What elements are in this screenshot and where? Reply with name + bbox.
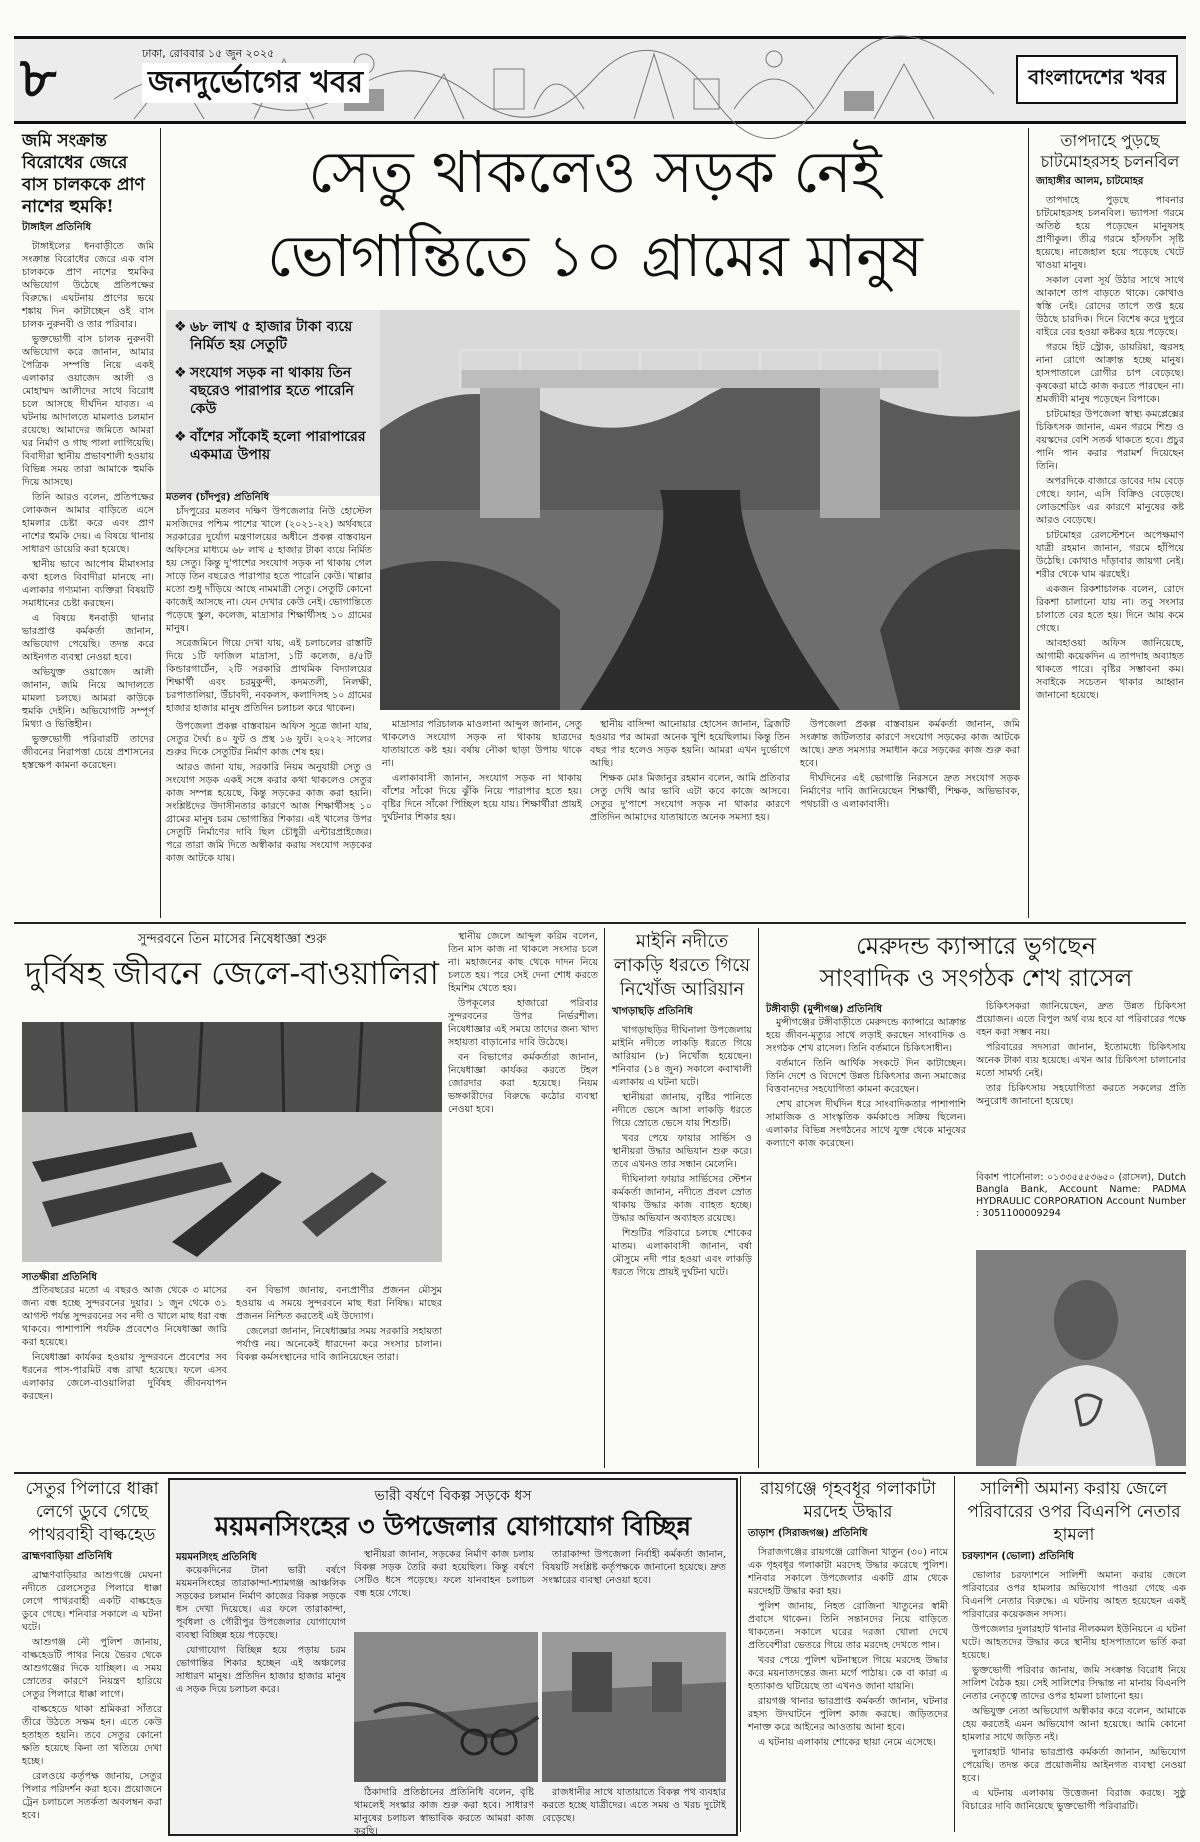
paragraph: বন বিভাগের কর্মকর্তারা জানান, নিষেধাজ্ঞা কার্যকর করতে টহল জোরদার করা হয়েছে। নিয়ম ভঙ্গকারীদের বিরুদ্ধে কঠোর ব্যবস্থা নেওয়া হবে। [448,1052,598,1115]
paragraph: নিষেধাজ্ঞা কার্যকর হওয়ায় সুন্দরবনে প্রবেশের সব ধরনের পাস-পারমিট বন্ধ রাখা হয়েছে। ফলে এসব এলাকার জেলে-বাওয়ালিরা দুর্বিষহ জীবনযাপন করছেন। [22,1352,227,1402]
paragraph: সরেজমিনে গিয়ে দেখা যায়, এই চলাচলের রাস্তাটি দিয়ে ১টি ফাজিল মাদ্রাসা, ১টি কলেজ, ৪/৫টি কিন্ডারগার্টেন, ২টি সরকারি প্রাথমিক বিদ্যালয়ের শিক্ষার্থী এবং চরমুকুন্দী, কদমতলী, নিলক্ষী, চরপাতালিয়া, উঁচাবদী, নবকলস, কলাদিসহ ১০ গ্রামের হাজার হাজার মানুষ প্রতিদিন চলাচল করে থাকেন। [166,638,372,714]
paragraph: কয়েকদিনের টানা ভারী বর্ষণে ময়মনসিংহের তারাকান্দা-শ্যামগঞ্জ আঞ্চলিক সড়কের চলমান নির্মাণ কাজের বিকল্প সড়কে ধস দেখা দিয়েছে। এর ফলে তারাকান্দা, পূর্বধলা ও গৌরীপুর উপজেলার যোগাযোগ ব্যবস্থা বিচ্ছিন্ন হয়ে পড়েছে। [176,1565,346,1641]
paragraph: তিনি আরও বলেন, প্রতিপক্ষের লোকজন আমার বাড়িতে এসে হামলার চেষ্টা করে এবং প্রাণ নাশের হুমকি দেয়। এ বিষয়ে থানায় সাধারণ ডায়েরি করা হয়েছে। [22,492,154,555]
paragraph: যোগাযোগ বিচ্ছিন্ন হয়ে পড়ায় চরম ভোগান্তির শিকার হচ্ছেন এই অঞ্চলের সাধারণ মানুষ। প্রতিদিন হাজার হাজার মানুষ এ সড়ক দিয়ে চলাচল করে। [176,1645,346,1695]
paragraph: খাগড়াছড়ির দীঘিনালা উপজেলায় মাইনি নদীতে লাকড়ি ধরতে গিয়ে আরিয়ান (৮) নিখোঁজ হয়েছেন। শনিবার (১৪ জুন) সকালে কবাখালী এলাকায় এ ঘটনা ঘটে। [612,1025,752,1088]
right-story-byline: জাহাঙ্গীর আলম, চাটমোহর [1036,176,1144,187]
bridge-photo-drawing [380,310,1020,710]
road-mud-drawing [542,1632,726,1782]
right-story-body [1036,194,1184,894]
mahin-byline: খাগড়াছড়ি প্রতিনিধি [612,1006,693,1017]
bridge-photo [380,310,1020,710]
right-story-headline: তাপদাহে পুড়ছে চাটমোহরসহ চলনবিল [1040,131,1180,171]
sundarban-boats-photo [22,1022,442,1262]
rasel-body-col-2 [976,1000,1186,1168]
paragraph: ব্রাহ্মণবাড়িয়ার আশুগঞ্জে মেঘনা নদীতে রেলসেতুর পিলারে ধাক্কা লেগে পাথরবাহী একটি বাল্কহেড ডুবে গেছে। শনিবার সকালে এ ঘটনা ঘটে। [22,1570,162,1633]
highlight-item [174,318,374,354]
sundarban-body-col-2 [236,1284,442,1466]
paragraph: তারাকান্দা উপজেলা নির্বাহী কর্মকর্তা জানান, বিষয়টি সংশ্লিষ্ট কর্তৃপক্ষকে জানানো হয়েছে। দ্রুত সংস্কারের ব্যবস্থা নেওয়া হবে। [542,1549,726,1586]
rasel-account-info: বিকাশ পার্সোনাল: ০১৩৩৫৫৫৩৬৫০ (রাসেল), Dutch Bangla Bank, Account Name: PADMA HYDRAULIC CORPORATION Account Number : 3051100009294 [976,1172,1186,1219]
salishi-byline: চরফ্যাশন (ভোলা) প্রতিনিধি [962,1551,1074,1562]
diamond-bullet-icon: ❖ [174,319,187,335]
column-rule [954,1476,955,1832]
rasel-portrait-photo [976,1250,1186,1466]
paragraph: চাঁদপুরের মতলব দক্ষিণ উপজেলার নিউ হোস্টেল মসজিদের পশ্চিম পাশের খালে (২০২১-২২) অর্থবছরে সরকারের দুর্যোগ মন্ত্রণালয়ের অধীনে প্রকল্প বাস্তবায়ন অফিসের মাধ্যমে ৬৮ লাখ ৫ হাজার টাকা ব্যয়ে নির্মিত হয় সেতু। কিন্তু দু'পাশের সংযোগ সড়ক না থাকায় গেল সাড়ে তিন বছরেও পারাপার হতে পারেনি কেউ। খাল্লার মতো শুধু দাঁড়িয়ে আছে নামমাত্রী সেতু। সেতুটি কোনো কাজেই আসছে না। যেন দেখার কেউ নেই। ভোগান্তিতে পড়েছে স্কুল, কলেজ, মাদ্রাসার শিক্ষার্থীসহ ১০ গ্রামের মানুষ। [166,506,372,634]
mahin-body [612,1024,752,1434]
paragraph: উপজেলার দুলারহাট থানার নীলকমল ইউনিয়নে এ ঘটনা ঘটে। আহতদের উদ্ধার করে স্থানীয় হাসপাতালে ভর্তি করা হয়েছে। [962,1624,1186,1661]
salishi-body [962,1569,1186,1841]
bridge-pillar-byline: ব্রাহ্মণবাড়িয়া প্রতিনিধি [22,1551,113,1562]
diamond-bullet-icon: ❖ [174,429,187,445]
mymensingh-body-col-2b [354,1786,534,1837]
highlight-text: বাঁশের সাঁকোই হলো পারাপারের একমাত্র উপায় [190,429,366,463]
paragraph: স্থানীয় জেলে আব্দুল করিম বলেন, তিন মাস কাজ না থাকলে সংসার চলে না। মহাজনের কাছ থেকে দাদন নিয়ে চলতে হয়। পরে সেই দেনা শোধ করতে হিমশিম খেতে হয়। [448,931,598,994]
mymensingh-body-col-2 [354,1548,534,1628]
paragraph: অপরদিকে বাজারে ডাবের দাম বেড়ে গেছে। ফ্যান, এসি বিক্রিও বেড়েছে। লোডশেডিং এর কারণে মানুষের কষ্ট আরও বেড়েছে। [1036,476,1184,526]
portrait-drawing [976,1250,1186,1466]
salishi-story [962,1478,1186,1841]
bridge-pillar-body [22,1569,162,1819]
raiganj-byline: তাড়াশ (সিরাজগঞ্জ) প্রতিনিধি [748,1528,868,1539]
sundarban-story [22,930,442,995]
mymensingh-body-col-3 [542,1548,726,1628]
paragraph: চাটমোহর উপজেলা স্বাস্থ্য কমপ্লেক্সের চিকিৎসক জানান, এমন গরমে শিশু ও বয়স্কদের বেশি সতর্ক থাকতে হবে। প্রচুর পানি পান করার পরামর্শ দিয়েছেন তিনি। [1036,409,1184,472]
paragraph: ভুক্তভোগী পরিবার জানায়, জমি সংক্রান্ত বিরোধ নিয়ে সালিশ বৈঠক হয়। সেই সালিশের সিদ্ধান্ত না মানায় বিএনপি নেতার নেতৃত্বে তাদের ওপর হামলা চালানো হয়। [962,1665,1186,1702]
bridge-pillar-headline: সেতুর পিলারে ধাক্কা লেগে ডুবে গেছে পাথরবাহী বাল্কহেড [25,1479,159,1545]
sundarban-byline: সাতক্ষীরা প্রতিনিধি [22,1272,97,1283]
paragraph: শেখ রাসেল দীর্ঘদিন ধরে সাংবাদিকতার পাশাপাশি সামাজিক ও সাংস্কৃতিক কর্মকাণ্ডে সক্রিয় ছিলেন। এলাকার বিভিন্ন সংগঠনের সাথে যুক্ত থেকে মানুষের কল্যাণে কাজ করেছেন। [766,1099,966,1149]
mymensingh-byline: ময়মনসিংহ প্রতিনিধি [176,1552,257,1563]
paragraph: ভুক্তভোগী পরিবারটি তাদের জীবনের নিরাপত্তা চেয়ে প্রশাসনের হস্তক্ষেপ কামনা করেছেন। [22,734,154,771]
lead-headline-1: সেতু থাকলেও সড়ক নেই [308,138,882,206]
paragraph: ভোলার চরফ্যাশনে সালিশী অমান্য করায় জেলে পরিবারের ওপর হামলার অভিযোগ পাওয়া গেছে এক বিএনপি নেতার বিরুদ্ধে। এ ঘটনায় আহত হয়েছেন একই পরিবারের কয়েকজন সদস্য। [962,1570,1186,1620]
sundarban-kicker: সুন্দরবনে তিন মাসের নিষেধাজ্ঞা শুরু [137,932,327,947]
column-rule [1028,128,1029,918]
mahin-headline: মাইনি নদীতে লাকড়ি ধরতে গিয়ে নিখোঁজ আরিয়ান [613,931,751,1000]
date-line: ঢাকা, রোববার ১৫ জুন ২০২৫ [142,47,275,60]
paragraph: এ ঘটনায় এলাকায় শোকের ছায়া নেমে এসেছে। [758,1737,936,1748]
paragraph: আশুগঞ্জ নৌ পুলিশ জানায়, বাল্কহেডটি পাথর নিয়ে ভৈরব থেকে আশুগঞ্জের দিকে যাচ্ছিল। এ সময় স্রোতের কারণে নিয়ন্ত্রণ হারিয়ে সেতুর পিলারে ধাক্কা লাগে। [22,1637,162,1700]
sundarban-body-col-1 [22,1284,227,1466]
section-rule [14,1472,1186,1474]
paragraph: অভিযুক্ত নেতা অভিযোগ অস্বীকার করে বলেন, আমাকে হেয় করতেই এমন অভিযোগ আনা হয়েছে। আমি কোনো হামলার সাথে জড়িত নই। [962,1706,1186,1743]
paragraph: রেলওয়ে কর্তৃপক্ষ জানায়, সেতুর পিলার পরিদর্শন করা হবে। প্রয়োজনে ট্রেন চলাচলে সতর্কতা অবলম্বন করা হবে। [22,1771,162,1821]
paragraph: আবহাওয়া অফিস জানিয়েছে, আগামী কয়েকদিন এ তাপদাহ অব্যাহত থাকতে পারে। বৃষ্টির সম্ভাবনা কম। সবাইকে সচেতন থাকার আহ্বান জানানো হয়েছে। [1036,638,1184,701]
paragraph: মুন্সীগঞ্জের টঙ্গীবাড়ীতে মেরুদন্ডে ক্যান্সারে আক্রান্ত হয়ে জীবন-মৃত্যুর সাথে লড়াই করছেন সাংবাদিক ও সংগঠক শেখ রাসেল। তিনি বর্তমানে চিকিৎসাধীন। [766,1017,966,1054]
paragraph: পুলিশ জানায়, নিহত রোজিনা খাতুনের স্বামী প্রবাসে থাকেন। তিনি সন্তানদের নিয়ে বাড়িতে থাকতেন। সকালে ঘরের দরজা খোলা দেখে প্রতিবেশীরা ভেতরে গিয়ে তার মরদেহ দেখতে পান। [748,1601,948,1651]
mymensingh-photo-2 [542,1632,726,1782]
section-rule [14,922,1186,924]
paragraph: তাপদাহে পুড়ছে পাবনার চাটমোহরসহ চলনবিল। ভ্যাপসা গরমে অতিষ্ঠ হয়ে পড়েছেন মানুষসহ প্রাণীকুল। তীব্র গরমে হাঁসফাঁস সৃষ্টি হয়েছে। নাজেহাল হয়ে পড়েছে খেটে খাওয়া মানুষ। [1036,195,1184,271]
paragraph: স্থানীয় ভাবে আপোষ মীমাংসার কথা হলেও বিবাদীরা মানছে না। এলাকার গণ্যমান্য ব্যক্তিরা বিষয়টি সমাধানের চেষ্টা করছেন। [22,559,154,609]
paragraph: স্থানীয়রা জানায়, বৃষ্টির পানিতে নদীতে ভেসে আসা লাকড়ি ধরতে গিয়ে স্রোতে ভেসে যায় শিশুটি। [612,1092,752,1129]
lead-headline-2: ভোগান্তিতে ১০ গ্রামের মানুষ [267,222,923,290]
raiganj-body [748,1546,948,1818]
left-story [22,130,154,780]
bridge-pillar-story [22,1478,162,1819]
paragraph: চাটমোহর রেলস্টেশনে অপেক্ষমাণ যাত্রী রহমান জানান, গরমে হাঁপিয়ে উঠেছি। কোথাও দাঁড়াবার জায়গা নেই। শরীর থেকে ঘাম ঝরছেই। [1036,530,1184,580]
paragraph: পরিবারের সদস্যরা জানান, ইতোমধ্যে চিকিৎসায় অনেক টাকা ব্যয় হয়েছে। এখন আর চিকিৎসা চালানোর মতো সামর্থ্য নেই। [976,1042,1186,1079]
mymensingh-body-col-1 [176,1564,346,1828]
mahin-story [612,930,752,1434]
lead-body-col-2 [382,718,582,918]
road-collapse-drawing [354,1632,538,1782]
paragraph: স্থানীয় বাসিন্দা আনোয়ার হোসেন জানান, ব্রিজটি হওয়ার পর আমরা অনেক খুশি হয়েছিলাম। কিন্তু তিন বছর পার হলেও সড়ক হয়নি। আমরা এখন দুর্ভোগে আছি। [590,719,790,769]
page-number: ৮ [20,45,57,111]
column-rule [740,1476,741,1832]
paragraph: ভুক্তভোগী বাস চালক নুরুনবী অভিযোগ করে জানান, আমার পৈত্রিক সম্পত্তি নিয়ে একই এলাকার ওয়াজেদ আলী ও মোহাম্মদ আলীদের সাথে বিরোধ চলে আসছে দীর্ঘদিন যাবত। এ ঘটনায় আদালতে মামলাও চলমান রয়েছে। আমাদের জমিতে আমরা ঘর নির্মাণ ও গাছ পালা লাগিয়েছি। বিবাদীরা স্থানীয় প্রভাবশালী হওয়ায় বিভিন্ন সময় তারা আমাকে হুমকি দিয়ে আসছে। [22,334,154,488]
rasel-story [766,930,1186,994]
diamond-bullet-icon: ❖ [174,365,187,381]
rasel-byline: টঙ্গীবাড়ী (মুন্সীগঞ্জ) প্রতিনিধি [766,1004,883,1015]
lead-body-col-1b [166,720,372,918]
paragraph: উপকূলের হাজারো পরিবার সুন্দরবনের উপর নির্ভরশীল। নিষেধাজ্ঞার এই সময়ে তাদের জন্য খাদ্য সহায়তা বাড়ানোর দাবি উঠেছে। [448,998,598,1048]
paragraph: ঠিকাদারি প্রতিষ্ঠানের প্রতিনিধি বলেন, বৃষ্টি থামলেই সংস্কার কাজ শুরু করা হবে। সাধারণ মানুষের চলাচল স্বাভাবিক করতে আমরা কাজ করছি। [354,1787,534,1837]
mymensingh-photo-1 [354,1632,538,1782]
rasel-body-col-1 [766,1016,966,1466]
mymensingh-headline: ময়মনসিংহের ৩ উপজেলার যোগাযোগ বিচ্ছিন্ন [214,1512,692,1542]
paragraph: শিক্ষক মোঃ মিজানুর রহমান বলেন, আমি প্রতিবার সেতু দেখি আর ভাবি এটা কবে কাজে আসবে। সেতুর দু'পাশে সংযোগ সড়ক না থাকার কারণে প্রতিদিন আমাদের যাতায়াতে অনেক সমস্যা হয়। [590,773,790,823]
paragraph: চিকিৎসকরা জানিয়েছেন, দ্রুত উন্নত চিকিৎসা প্রয়োজন। এতে বিপুল অর্থ ব্যয় হবে যা পরিবারের পক্ষে বহন করা সম্ভব নয়। [976,1001,1186,1038]
paragraph: একজন রিকশাচালক বলেন, রোদে রিকশা চালানো যায় না। তবু সংসার চালাতে বের হতে হয়। দিনে আয় কমে গেছে। [1036,584,1184,634]
lead-body-col-3 [590,718,790,918]
salishi-headline: সালিশী অমান্য করায় জেলে পরিবারের ওপর বিএনপি নেতার হামলা [967,1479,1181,1545]
left-story-byline: টাঙ্গাইল প্রতিনিধি [22,222,92,233]
left-story-headline: জমি সংক্রান্ত বিরোধের জেরে বাস চালককে প্রাণ নাশের হুমকি! [22,131,145,217]
lead-body-col-1 [166,505,372,720]
paragraph: জেলেরা জানান, নিষেধাজ্ঞার সময় সরকারি সহায়তা পর্যাপ্ত নয়। অনেকেই ধারদেনা করে সংসার চালান। বিকল্প কর্মসংস্থানের দাবি জানিয়েছেন তারা। [236,1326,442,1363]
paragraph: রায়গঞ্জ থানার ভারপ্রাপ্ত কর্মকর্তা জানান, ঘটনার রহস্য উদঘাটনে পুলিশ কাজ করছে। জড়িতদের শনাক্ত করে আইনের আওতায় আনা হবে। [748,1696,948,1733]
column-rule [604,928,605,1468]
paragraph: খবর পেয়ে পুলিশ ঘটনাস্থলে গিয়ে মরদেহ উদ্ধার করে ময়নাতদন্তের জন্য মর্গে পাঠায়। কে বা কারা এ হত্যাকাণ্ড ঘটিয়েছে তা এখনও জানা যায়নি। [748,1655,948,1692]
boats-photo-drawing [22,1022,442,1262]
paragraph: আরও জানা যায়, সরকারি নিয়ম অনুযায়ী সেতু ও সংযোগ সড়ক একই সঙ্গে করার কথা থাকলেও সেতুর কাজ সম্পন্ন হয়েছে, কিন্তু সড়কের কাজ করা হয়নি। সংশ্লিষ্টদের উদাসীনতার কারণে আজ শিক্ষার্থীসহ ১০ গ্রামের মানুষ চরম ভোগান্তির শিকার। এই খালের উপর সেতুটি নির্মাণের দাবি ছিল চৌধুরী এন্টারপ্রাইজের। পরে তারা জমি দিতে অস্বীকার করায় সংযোগ সড়কের কাজ আটকে যায়। [166,762,372,864]
paragraph: বন বিভাগ জানায়, বন্যপ্রাণীর প্রজনন মৌসুম হওয়ায় এ সময়ে সুন্দরবনে মাছ ধরা নিষিদ্ধ। মাছের প্রজনন নিশ্চিত করতেই এই উদ্যোগ। [236,1285,442,1322]
section-title: জনদুর্ভোগের খবর [142,63,369,103]
paragraph: এ ঘটনায় এলাকায় উত্তেজনা বিরাজ করছে। সুষ্ঠু বিচারের দাবি জানিয়েছে ভুক্তভোগী পরিবারটি। [962,1788,1186,1812]
section-right-label: বাংলাদেশের খবর [1016,55,1178,104]
mymensingh-kicker: ভারী বর্ষণে বিকল্প সড়কে ধস [374,1488,532,1504]
column-rule [160,128,161,918]
paragraph: এ বিষয়ে ধনবাড়ী থানার ভারপ্রাপ্ত কর্মকর্তা জানান, অভিযোগ পেয়েছি। তদন্ত করে আইনগত ব্যবস্থা নেওয়া হবে। [22,613,154,663]
paragraph: গরমে হিট স্ট্রোক, ডায়রিয়া, জ্বরসহ নানা রোগে আক্রান্ত হচ্ছে মানুষ। হাসপাতালে রোগীর চাপ বেড়েছে। কৃষকেরা মাঠে কাজ করতে পারছেন না। শ্রমজীবী মানুষ পড়েছেন বিপাকে। [1036,342,1184,405]
paragraph: দীঘিনালা ফায়ার সার্ভিসের স্টেশন কর্মকর্তা জানান, নদীতে প্রবল স্রোত থাকায় উদ্ধার কাজ ব্যাহত হচ্ছে। উদ্ধার অভিযান অব্যাহত রয়েছে। [612,1174,752,1224]
right-story [1036,130,1184,894]
rasel-headline-2: সাংবাদিক ও সংগঠক শেখ রাসেল [819,964,1133,992]
rasel-headline-1: মেরুদন্ড ক্যান্সারে ভুগছেন [855,932,1097,960]
paragraph: উপজেলা প্রকল্প বাস্তবায়ন কর্মকর্তা জানান, জমি সংক্রান্ত জটিলতার কারণে সংযোগ সড়কের কাজ আটকে আছে। দ্রুত সমস্যার সমাধান করে সড়কের কাজ শুরু করা হবে। [800,719,1020,769]
sundarban-body-col-3 [448,930,598,1466]
paragraph: স্থানীয়রা জানান, সড়কের নির্মাণ কাজ চলায় বিকল্প সড়ক তৈরি করা হয়েছিল। কিন্তু বর্ষণে সেটিও ধসে পড়েছে। ফলে যানবাহন চলাচল বন্ধ হয়ে গেছে। [354,1549,534,1599]
highlight-text: ৬৮ লাখ ৫ হাজার টাকা ব্যয়ে নির্মিত হয় সেতুটি [190,319,353,353]
paragraph: দীর্ঘদিনের এই ভোগান্তি নিরসনে দ্রুত সংযোগ সড়ক নির্মাণের দাবি জানিয়েছেন শিক্ষার্থী, শিক্ষক, অভিভাবক, পথচারী ও এলাকাবাসী। [800,773,1020,810]
paragraph: খবর পেয়ে ফায়ার সার্ভিস ও স্থানীয়রা উদ্ধার অভিযান শুরু করে। তবে এখনও তার সন্ধান মেলেনি। [612,1133,752,1170]
paragraph: এলাকাবাসী জানান, সংযোগ সড়ক না থাকায় বাঁশের সাঁকো দিয়ে ঝুঁকি নিয়ে পারাপার হতে হয়। বৃষ্টির দিনে সাঁকো পিচ্ছিল হয়ে যায়। শিক্ষার্থীরা প্রায়ই দুর্ঘটনার শিকার হয়। [382,773,582,823]
masthead [14,36,1186,124]
paragraph: সিরাজগঞ্জের রায়গঞ্জে রোজিনা খাতুন (৩০) নামে এক গৃহবধূর গলাকাটা মরদেহ উদ্ধার করেছে পুলিশ। শনিবার সকালে উপজেলার একটি গ্রাম থেকে মরদেহটি উদ্ধার করা হয়। [748,1547,948,1597]
raiganj-story [748,1478,948,1818]
highlight-text: সংযোগ সড়ক না থাকায় তিন বছরেও পারাপার হতে পারেনি কেউ [190,365,354,417]
paragraph: টাঙ্গাইলের ধনবাড়ীতে জমি সংক্রান্ত বিরোধের জেরে এক বাস চালককে প্রাণ নাশের হুমকির অভিযোগ উঠেছে প্রতিপক্ষের বিরুদ্ধে। এঘটনায় প্রাণের ভয়ে শঙ্কায় দিন কাটাচ্ছেন ওই বাস চালক নুরুনবী ও তার পরিবার। [22,241,154,330]
highlight-item [174,428,374,464]
paragraph: শিশুটির পরিবারে চলছে শোকের মাতম। এলাকাবাসী জানান, বর্ষা মৌসুমে নদী পার হওয়া এবং লাকড়ি ধরতে গিয়ে প্রায়ই দুর্ঘটনা ঘটে। [612,1228,752,1278]
paragraph: বর্তমানে তিনি আর্থিক সংকটে দিন কাটাচ্ছেন। তিনি দেশে ও বিদেশে উন্নত চিকিৎসার জন্য সমাজের বিত্তবানদের সহযোগিতা কামনা করেছেন। [766,1058,966,1095]
paragraph: উপজেলা প্রকল্প বাস্তবায়ন অফিস সূত্রে জানা যায়, সেতুর দৈর্ঘ্য ৪০ ফুট ও প্রস্থ ১৬ ফুট। ২০২২ সালের শুরুর দিকে সেতুটির নির্মাণ কাজ শেষ হয়। [166,721,372,758]
column-rule [758,928,759,1468]
paragraph: সকাল বেলা সূর্য উঠার সাথে সাথে আকাশে তাপ বাড়তে থাকে। কোথাও স্বস্তি নেই। রোদের তাপে তপ্ত হয়ে উঠছে চারদিক। দিনে বিশেষ করে দুপুরে বাইরে বের হওয়া কষ্টকর হয়ে পড়েছে। [1036,275,1184,338]
paragraph: মাদ্রাসার পরিচালক মাওলানা আব্দুল জানান, সেতু থাকলেও সংযোগ সড়ক না থাকায় ছাত্রদের যাতায়াতে কষ্ট হয়। বর্ষায় নৌকা ছাড়া উপায় থাকে না। [382,719,582,769]
paragraph: দুলারহাট থানার ভারপ্রাপ্ত কর্মকর্তা জানান, অভিযোগ পেয়েছি। তদন্ত করে প্রয়োজনীয় আইনগত ব্যবস্থা নেওয়া হবে। [962,1747,1186,1784]
paragraph: রাজধানীর সাথে যাতায়াতে বিকল্প পথ ব্যবহার করতে হচ্ছে যাত্রীদের। এতে সময় ও খরচ দুটোই বেড়েছে। [542,1787,726,1824]
raiganj-headline: রায়গঞ্জে গৃহবধূর গলাকাটা মরদেহ উদ্ধার [760,1479,936,1522]
paragraph: অভিযুক্ত ওয়াজেদ আলী জানান, জমি নিয়ে আদালতে মামলা চলছে। আমরা কাউকে হুমকি দেইনি। অভিযোগটি সম্পূর্ণ মিথ্যা ও ভিত্তিহীন। [22,667,154,730]
highlight-item [174,364,374,418]
sundarban-headline: দুর্বিষহ জীবনে জেলে-বাওয়ালিরা [25,954,439,992]
lead-body-col-4 [800,718,1020,918]
lead-highlights [166,310,382,496]
left-story-body [22,240,154,780]
mymensingh-body-col-3b [542,1786,726,1828]
paragraph: তার চিকিৎসায় সহযোগিতা করতে সকলের প্রতি অনুরোধ জানানো হয়েছে। [976,1083,1186,1107]
paragraph: বাল্কহেডে থাকা শ্রমিকরা সাঁতরে তীরে উঠতে সক্ষম হন। এতে কেউ হতাহত হয়নি। তবে সেতুর কোনো ক্ষতি হয়েছে কিনা তা খতিয়ে দেখা হচ্ছে। [22,1704,162,1767]
paragraph: প্রতিবছরের মতো এ বছরও আজ থেকে ৩ মাসের জন্য বন্ধ হচ্ছে সুন্দরবনের দুয়ার। ১ জুন থেকে ৩১ আগস্ট পর্যন্ত সুন্দরবনের সব নদী ও খালে মাছ ধরা বন্ধ থাকবে। পাশাপাশি পর্যটক প্রবেশেও নিষেধাজ্ঞা জারি করা হয়েছে। [22,1285,227,1348]
lead-byline: মতলব (চাঁদপুর) প্রতিনিধি [166,492,270,503]
